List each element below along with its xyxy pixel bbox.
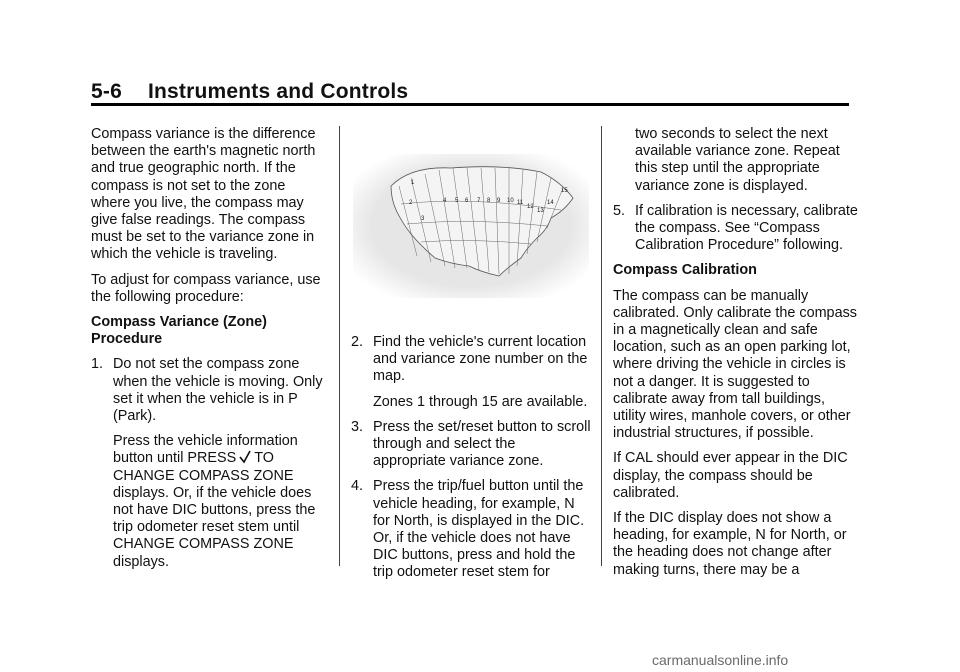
map-zone-label: 9 [497, 198, 501, 204]
step-number: 4. [351, 478, 364, 495]
map-zone-label: 2 [409, 200, 413, 206]
step-1-detail [91, 433, 326, 571]
calibration-intro: The compass can be manually calibrated. Only calibrate the compass in a magnetically clean and safe location, such as an open parking lot, where driving the vehicle in circles is not a danger. It is suggested to calibrate away from tall buildings, utility wires, manhole covers, or other industrial structures, if possible. [613, 287, 857, 442]
map-zone-label: 14 [547, 200, 554, 206]
watermark: carmanualsonline.info [652, 652, 789, 668]
map-zone-label: 13 [537, 208, 544, 214]
column-right [613, 126, 858, 587]
calibration-heading: Compass Calibration [613, 262, 757, 279]
variance-procedure-heading: Compass Variance (Zone) Procedure [91, 314, 267, 348]
map-zone-label: 1 [411, 180, 415, 186]
step-3 [351, 419, 591, 471]
section-title: Instruments and Controls [147, 80, 409, 103]
calibration-cal-note: If CAL should ever appear in the DIC display, the compass should be calibrated. [613, 450, 848, 501]
variance-zone-map [351, 126, 591, 314]
step-text: Press the trip/fuel button until the vehicle heading, for example, N for North, is displayed in the DIC. Or, if the vehicle does not have DIC buttons, press and hold the trip odometer reset stem for [373, 478, 585, 581]
header-rule [91, 103, 849, 106]
step-5 [613, 203, 858, 255]
step-number: 2. [351, 334, 364, 350]
map-zone-label: 5 [455, 198, 459, 204]
step-1-detail-b: TO CHANGE COMPASS ZONE displays. Or, if the vehicle does not have DIC buttons, press the trip odometer reset stem until CHANGE COMPASS ZONE displays. [113, 450, 316, 570]
variance-intro: Compass variance is the difference between the earth's magnetic north and true geographic north. If the compass is not set to the zone where you live, the compass may give false readings. The compass must be set to the variance zone in which the vehicle is traveling. [91, 126, 316, 263]
map-zone-label: 7 [477, 198, 481, 204]
step-text: Do not set the compass zone when the vehicle is moving. Only set it when the vehicle is in P (Park). [113, 356, 323, 425]
step-number: 3. [351, 418, 364, 435]
map-zone-label: 15 [561, 188, 568, 194]
calibration-heading-note: If the DIC display does not show a heading, for example, N for North, or the heading does not change after making turns, there may be a [613, 510, 847, 578]
map-zone-label: 10 [507, 198, 514, 204]
step-4-continued: two seconds to select the next available variance zone. Repeat this step until the appropriate variance zone is displayed. [635, 126, 840, 194]
checkmark-icon [238, 450, 252, 464]
map-zone-label: 3 [421, 216, 425, 222]
page-header [91, 80, 408, 104]
column-middle [351, 126, 591, 590]
step-2 [351, 334, 591, 386]
map-zone-label: 11 [517, 200, 524, 206]
procedure-intro: To adjust for compass variance, use the following procedure: [91, 271, 321, 305]
map-zone-label: 6 [465, 198, 469, 204]
step-1-detail-a: Press the vehicle information button until PRESS [113, 433, 298, 467]
step-text: Find the vehicle's current location and variance zone number on the map. [373, 334, 588, 385]
column-divider-left [339, 126, 340, 566]
step-2-detail: Zones 1 through 15 are available. [373, 393, 588, 410]
map-zone-label: 8 [487, 198, 491, 204]
step-number: 1. [91, 356, 104, 373]
column-divider-right [601, 126, 602, 566]
step-number: 5. [613, 202, 626, 219]
map-zone-label: 12 [527, 204, 534, 210]
step-4 [351, 478, 591, 581]
column-left [91, 126, 326, 579]
step-text: Press the set/reset button to scroll through and select the appropriate variance zone. [373, 418, 591, 470]
page-number: 5-6 [91, 80, 122, 103]
step-1 [91, 356, 326, 425]
step-text: If calibration is necessary, calibrate the compass. See “Compass Calibration Procedure” following. [635, 202, 858, 254]
map-zone-label: 4 [443, 198, 447, 204]
